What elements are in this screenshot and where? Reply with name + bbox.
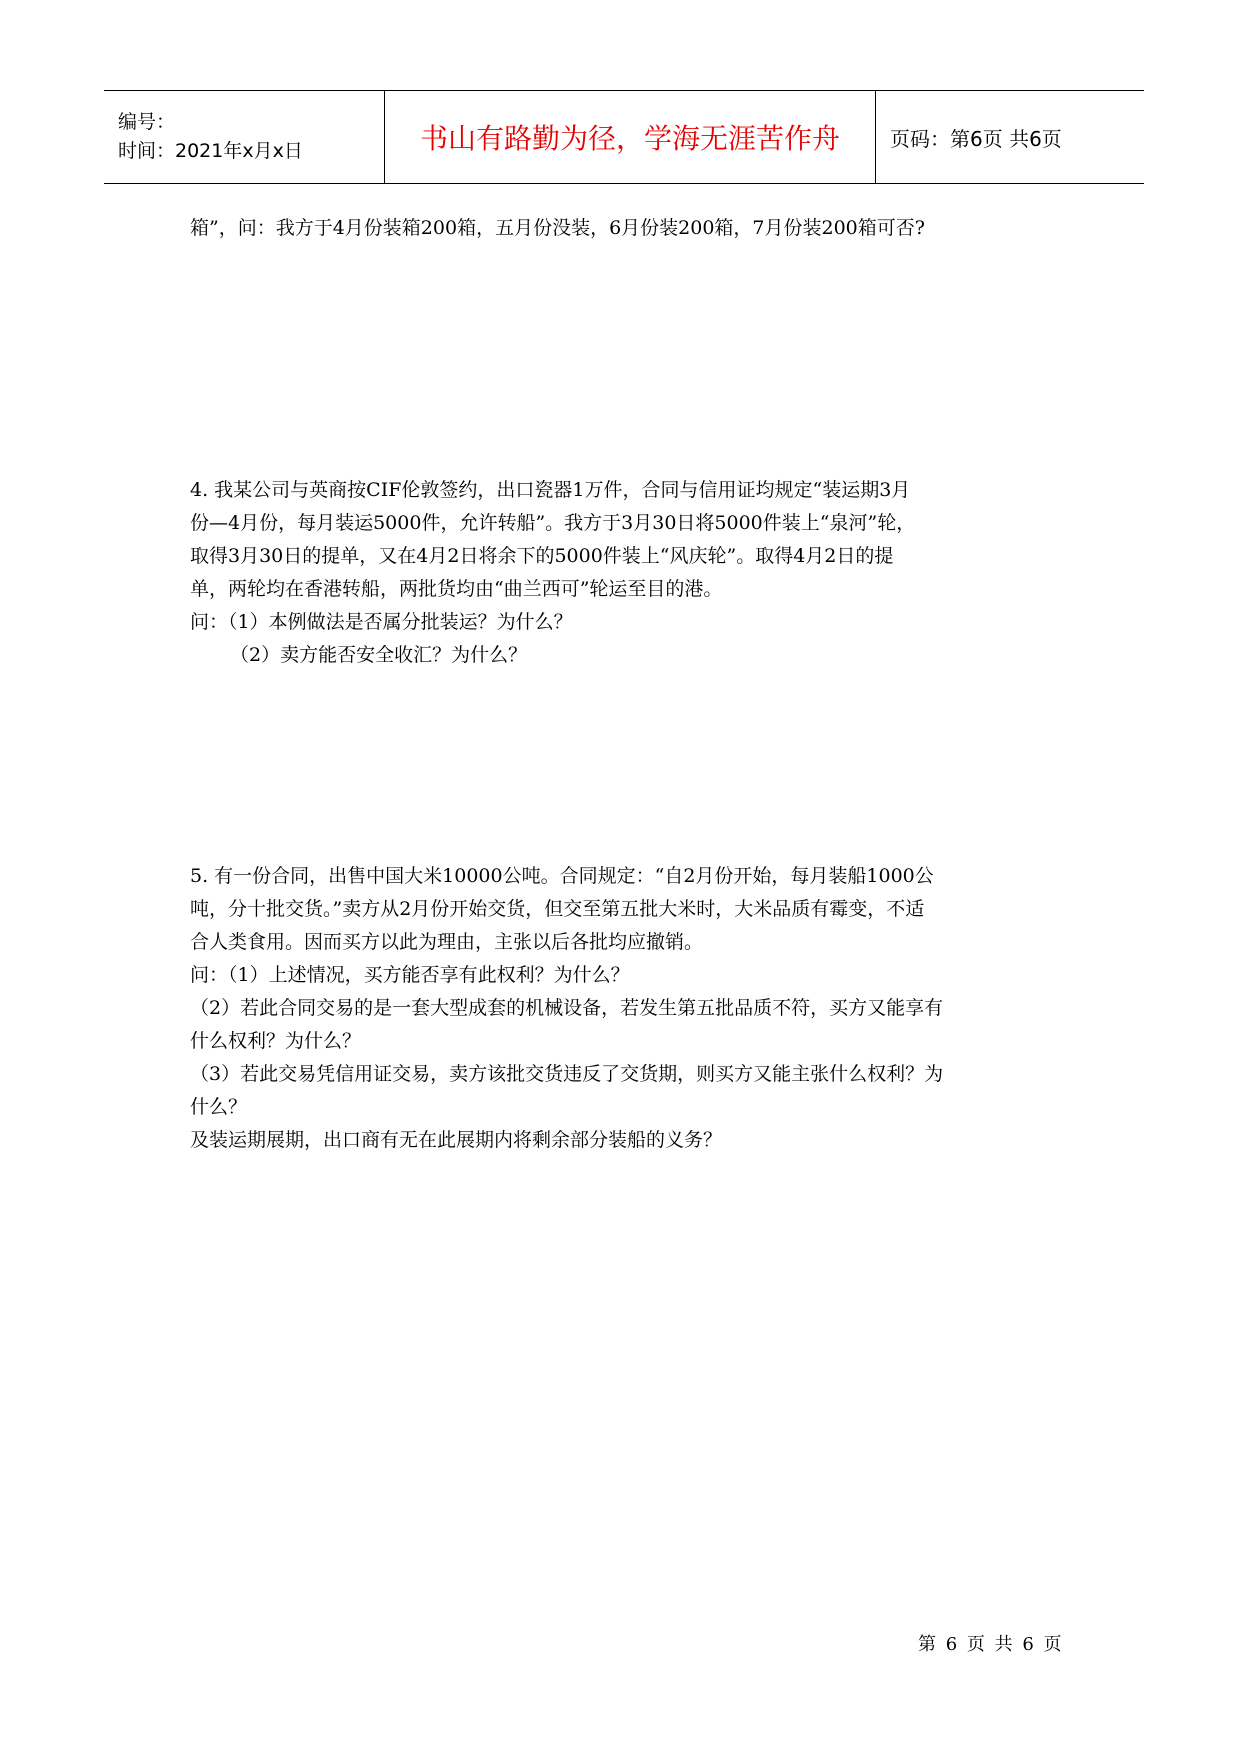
q5-line-1: 5. 有一份合同，出售中国大米10000公吨。合同规定：“自2月份开始，每月装船1000公 (190, 865, 934, 887)
q5-line-2: 吨，分十批交货。”卖方从2月份开始交货，但交至第五批大米时，大米品质有霉变，不适 (190, 898, 925, 920)
q4-line-3: 取得3月30日的提单，又在4月2日将余下的5000件装上“风庆轮”。取得4月2日的提 (190, 545, 894, 567)
q5-line-7: （3）若此交易凭信用证交易，卖方该批交货违反了交货期，则买方又能主张什么权利？为 (190, 1063, 944, 1085)
q5-line-5: （2）若此合同交易的是一套大型成套的机械设备，若发生第五批品质不符，买方又能享有 (190, 997, 944, 1019)
q4-sub-1: 问：（1）本例做法是否属分批装运？为什么？ (190, 611, 573, 633)
header-page-label: 页码：第6页 共6页 (890, 126, 1062, 151)
q5-line-3: 合人类食用。因而买方以此为理由，主张以后各批均应撤销。 (190, 931, 704, 953)
fragment-line: 箱”，问：我方于4月份装箱200箱，五月份没装，6月份装200箱，7月份装200箱可否? (190, 217, 925, 239)
q4-line-1: 4. 我某公司与英商按CIF伦敦签约，出口瓷器1万件，合同与信用证均规定“装运期3月 (190, 479, 911, 501)
question-5 (190, 860, 1070, 1157)
q4-sub-2: （2）卖方能否安全收汇？为什么？ (230, 644, 528, 666)
q4-line-4: 单，两轮均在香港转船，两批货均由“曲兰西可”轮运至目的港。 (190, 578, 723, 600)
question-4 (190, 474, 1070, 672)
time-label: 时间：2021年x月x日 (118, 140, 303, 162)
q5-line-8: 什么？ (190, 1096, 248, 1118)
number-label: 编号： (118, 111, 176, 133)
q5-line-9: 及装运期展期，出口商有无在此展期内将剩余部分装船的义务？ (190, 1129, 723, 1151)
q5-line-6: 什么权利？为什么？ (190, 1030, 362, 1052)
header-motto: 书山有路勤为径，学海无涯苦作舟 (385, 91, 876, 184)
page-footer: 第 6 页 共 6 页 (918, 1634, 1064, 1655)
q5-line-4: 问：（1）上述情况，买方能否享有此权利？为什么？ (190, 964, 630, 986)
q4-line-2: 份—4月份，每月装运5000件，允许转船”。我方于3月30日将5000件装上“泉河”轮， (190, 512, 916, 534)
page-header (104, 90, 1144, 184)
header-meta (104, 91, 385, 184)
fragment-block (190, 212, 1070, 245)
